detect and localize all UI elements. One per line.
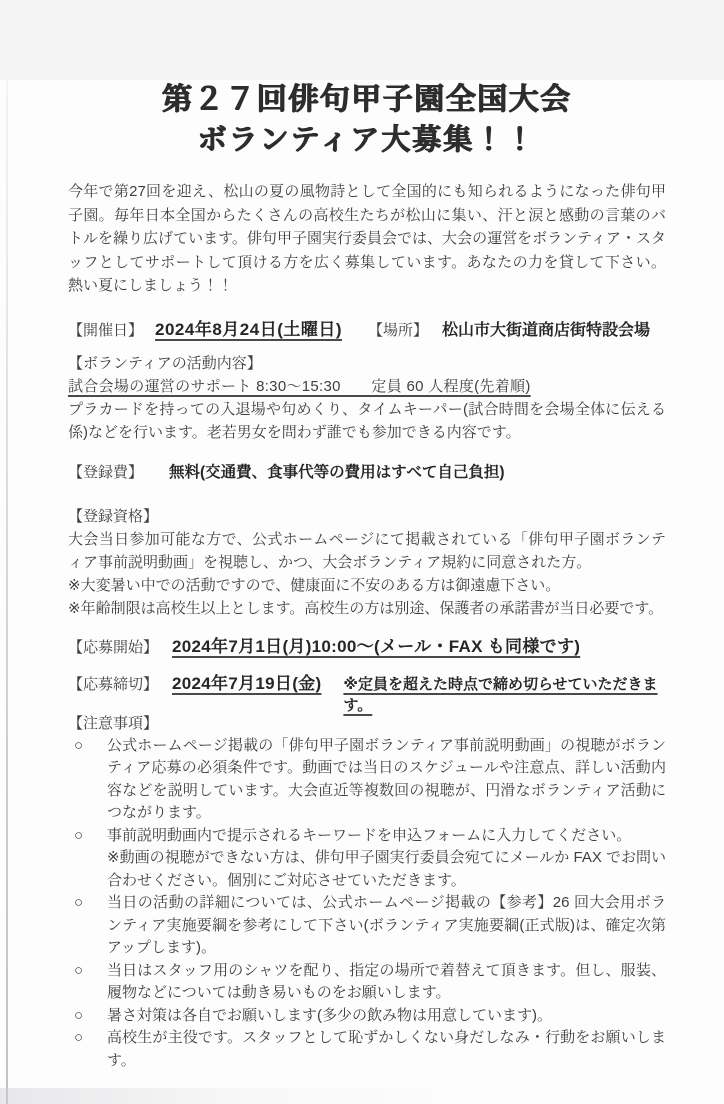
circle-bullet-icon: ○ (74, 826, 84, 844)
note-item-guidelines (68, 892, 666, 960)
qualification-heading: 【登録資格】 (68, 507, 159, 525)
note-item-keyword (68, 825, 666, 893)
note-item-text (107, 825, 666, 893)
circle-bullet-icon: ○ (74, 1006, 84, 1024)
event-place-label: 【場所】 (368, 321, 429, 339)
note-item-text: 公式ホームページ掲載の「俳句甲子園ボランティア事前説明動画」の視聴がボランティア応募の必須条件です。動画では当日のスケジュールや注意点、詳しい活動内容などを説明しています。大会直近等複数回の視聴が、円滑なボランティア活動につながります。 (107, 736, 666, 821)
note-item-text: 暑さ対策は各自でお願いします(多少の飲み物は用意しています)。 (107, 1006, 552, 1024)
scanned-flyer-page (0, 80, 724, 1104)
note-item-conduct (68, 1027, 666, 1072)
circle-bullet-icon: ○ (74, 961, 84, 979)
activity-detail: プラカードを持っての入退場や句めくり、タイムキーパー(試合時間を会場全体に伝える係)などを行います。老若男女を問わず誰でも参加できる内容です。 (68, 400, 666, 441)
event-date-value: 2024年8月24日(土曜日) (155, 319, 343, 339)
apply-deadline-note: ※定員を超えた時点で締め切らせていただきます。 (343, 675, 658, 714)
scan-shade-artifact (0, 1088, 724, 1104)
circle-bullet-icon: ○ (74, 736, 84, 754)
qualification-note-heat: ※大変暑い中での活動ですので、健康面に不安のある方は御遠慮下さい。 (68, 576, 561, 594)
note-item-subnote: ※動画の視聴ができない方は、俳句甲子園実行委員会宛てにメールか FAX でお問い合わせください。個別にご対応させていただきます。 (107, 849, 666, 889)
fee-value: 無料(交通費、食事代等の費用はすべて自己負担) (169, 463, 505, 481)
event-date-label: 【開催日】 (68, 321, 144, 339)
qualification-section (68, 505, 666, 620)
note-item-video-required (68, 735, 666, 825)
apply-start-value: 2024年7月1日(月)10:00～(メール・FAX も同様です) (172, 636, 581, 656)
event-date-row (68, 315, 666, 340)
circle-bullet-icon: ○ (74, 1029, 84, 1046)
qualification-note-age: ※年齢制限は高校生以上とします。高校生の方は別途、保護者の承諾書が当日必要です。 (68, 599, 664, 617)
apply-deadline-row (68, 669, 666, 714)
note-item-staff-shirt (68, 960, 666, 1005)
intro-paragraph: 今年で第27回を迎え、松山の夏の風物詩として全国的にも知られるようになった俳句甲子園。毎年日本全国からたくさんの高校生たちが松山に集い、汗と涙と感動の言葉のバトルを繰り広げています。俳句甲子園実行委員会では、大会の運営をボランティア・スタッフとしてサポートして頂ける方を広く募集しています。あなたの力を貸して下さい。熱い夏にしましょう！！ (68, 183, 666, 294)
note-item-text: 当日はスタッフ用のシャツを配り、指定の場所で着替えて頂きます。但し、服装、履物などについては動き易いものをお願いします。 (107, 961, 666, 1001)
note-item-text: 高校生が主役です。スタッフとして恥ずかしくない身だしなみ・行動をお願いします。 (107, 1029, 666, 1069)
page-title (68, 80, 666, 160)
note-item-main-text: 事前説明動画内で提示されるキーワードを申込フォームに入力してください。 (107, 826, 632, 844)
event-place-value: 松山市大街道商店街特設会場 (442, 321, 651, 339)
fee-label: 【登録費】 (68, 463, 144, 481)
fee-row (68, 460, 666, 482)
activity-section (68, 352, 666, 444)
apply-start-row (68, 632, 666, 658)
apply-deadline-label: 【応募締切】 (68, 675, 159, 693)
notes-heading: 【注意事項】 (68, 714, 159, 732)
activity-summary: 試合会場の運営のサポート 8:30～15:30 定員 60 人程度(先着順) (68, 377, 531, 395)
note-item-text: 当日の活動の詳細については、公式ホームページ掲載の【参考】26 回大会用ボランティア実施要綱を参考にして下さい(ボランティア実施要綱(正式版)は、確定次第アップします)。 (107, 894, 666, 956)
scan-edge-artifact (6, 80, 8, 1104)
apply-deadline-value: 2024年7月19日(金) (172, 673, 322, 693)
apply-start-label: 【応募開始】 (68, 638, 159, 656)
activity-heading: 【ボランティアの活動内容】 (68, 354, 262, 372)
notes-list (68, 735, 666, 1073)
page-title-line1: 第２７回俳句甲子園全国大会 (162, 83, 572, 116)
circle-bullet-icon: ○ (74, 894, 84, 911)
page-title-line2: ボランティア大募集！！ (197, 124, 537, 156)
notes-section (68, 712, 666, 1073)
qualification-body: 大会当日参加可能な方で、公式ホームページにて掲載されている「俳句甲子園ボランティア事前説明動画」を視聴し、かつ、大会ボランティア規約に同意された方。 (68, 530, 666, 571)
